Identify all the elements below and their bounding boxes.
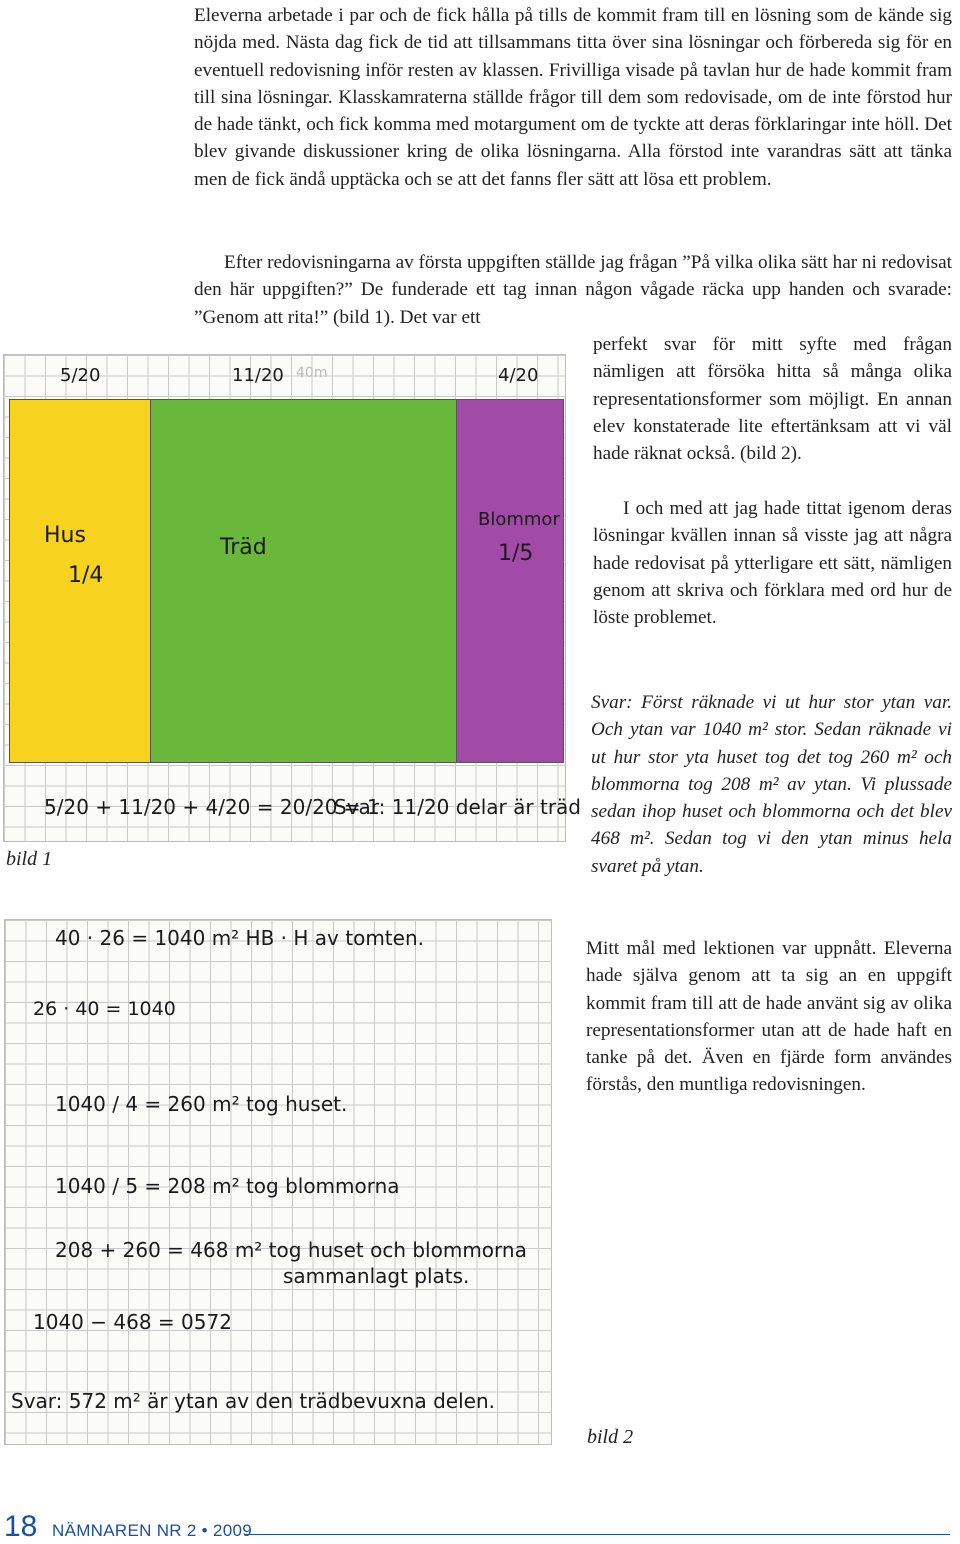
calc-sum-cont: sammanlagt plats. — [283, 1264, 470, 1288]
calc-blommor: 1040 / 5 = 208 m² tog blommorna — [55, 1174, 400, 1198]
region-blommor — [456, 399, 564, 763]
label-hus: Hus — [44, 523, 86, 548]
label-trad: Träd — [220, 535, 267, 560]
magazine-name: NÄMNAREN NR 2 • 2009 — [52, 1521, 252, 1540]
label-blommor: Blommor — [478, 509, 560, 530]
calc-multiplication: 26 · 40 = 1040 — [33, 998, 176, 1020]
paragraph-conclusion: Mitt mål med lektionen var uppnått. Eleverna hade själva genom att ta sig an en uppgift kommit fram till att de hade använt sig av olika representationsformer utan att de hade haft en tanke på det. Även en fjärde form användes förstås, den muntliga redovisningen. — [586, 938, 952, 1096]
figure2-answer: Svar: 572 m² är ytan av den trädbevuxna delen. — [11, 1389, 495, 1413]
fraction-blommor-top: 4/20 — [498, 365, 539, 386]
calc-area: 40 · 26 = 1040 m² HB · H av tomten. — [55, 926, 424, 950]
label-hus-fraction: 1/4 — [68, 563, 104, 588]
student-answer-text: Svar: Först räknade vi ut hur stor ytan var. Och ytan var 1040 m² stor. Sedan räknade vi ut hur stor yta huset tog det tog 260 m² och blommorna tog 208 m² av ytan. Vi plussade sedan ihop huset och blommorna och det blev 468 m². Sedan tog vi den ytan minus hela svaret på ytan. — [591, 692, 952, 877]
calc-subtraction: 1040 − 468 = 0572 — [33, 1310, 232, 1334]
footer-rule — [245, 1534, 950, 1535]
fraction-hus-top: 5/20 — [60, 365, 101, 386]
faint-measure: 40m — [296, 365, 328, 381]
paragraph-intro: Eleverna arbetade i par och de fick hålla på tills de kommit fram till en lösning som de kände sig nöjda med. Nästa dag fick de tid att tillsammans titta över sina lösningar och förbereda sig för en eventuell redovisning inför resten av klassen. Frivilliga visade på tavlan hur de hade kommit fram till sina lösningar. Klasskamraterna ställde frågor till dem som redovisade, om de inte förstod hur de hade tänkt, och fick komma med motargument om de tyckte att deras förklaringar inte höll. Det blev givande diskussioner kring de olika lösningarna. Alla förstod inte varandras sätt att tänka men de fick ändå upptäcka och se att det fanns fler sätt att lösa ett problem. — [194, 5, 952, 190]
paragraph-perfect-answer: perfekt svar för mitt syfte med frågan nämligen att försöka hitta så många olika representationsformer som möjligt. En annan elev konstaterade lite eftertänksam att vi väl hade räknat också. (bild 2). — [593, 334, 952, 465]
paragraph-question: Efter redovisningarna av första uppgiften ställde jag frågan ”På vilka olika sätt har ni redovisat den här uppgiften?” De funderade ett tag innan någon vågade räcka upp handen och svarade: ”Genom att rita!” (bild 1). Det var ett — [194, 252, 952, 328]
label-blommor-fraction: 1/5 — [498, 541, 534, 566]
calc-sum: 208 + 260 = 468 m² tog huset och blommorna — [55, 1238, 527, 1262]
figure-bild-1 — [3, 354, 581, 842]
figure-bild-2 — [4, 919, 552, 1445]
page-number: 18 — [4, 1510, 38, 1543]
caption-bild-1: bild 1 — [6, 848, 53, 870]
calc-hus: 1040 / 4 = 260 m² tog huset. — [55, 1092, 348, 1116]
paragraph-written-solutions: I och med att jag hade tittat igenom deras lösningar kvällen innan så visste jag att några hade redovisat på ytterligare ett sätt, nämligen genom att skriva och förklara med ord hur de löste problemet. — [593, 498, 952, 629]
fraction-equation: 5/20 + 11/20 + 4/20 = 20/20 = 1 — [44, 795, 380, 819]
figure1-answer: Svar: 11/20 delar är träd — [334, 795, 581, 819]
fraction-trad-top: 11/20 — [232, 365, 284, 386]
region-trad — [150, 399, 458, 763]
caption-bild-2: bild 2 — [587, 1426, 634, 1448]
